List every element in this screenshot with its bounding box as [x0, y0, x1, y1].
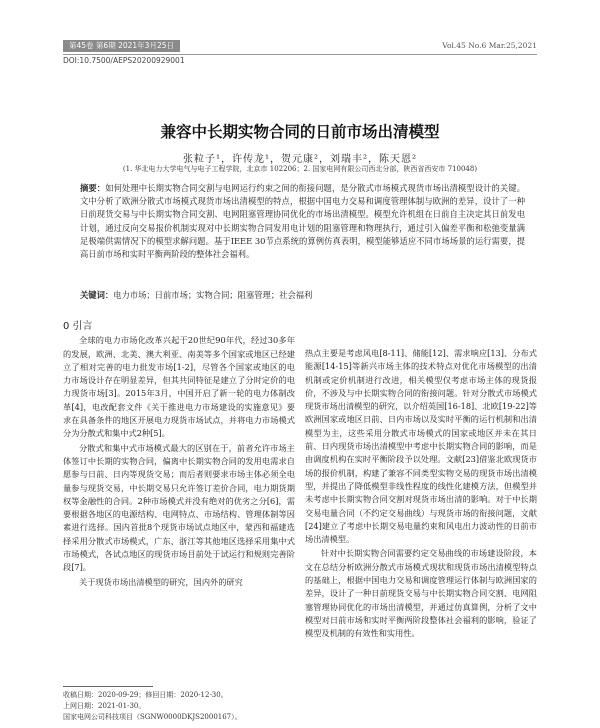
- abstract-label: 摘要：: [80, 183, 106, 193]
- footnote-online: 上网日期：2021-01-30。: [63, 702, 146, 710]
- body-paragraph: 全球的电力市场化改革兴起于20世纪90年代，经过30多年的发展，欧洲、北美、澳大利亚、南美等多个国家或地区已经建立了相对完善的电力批发市场[1-2]，尽管各个国家或地区的电力市场设计存在明显差异，但其共同特征是建立了分时定价的电力现货市场[3]。2015年3月，中国开启了新一轮的电力体制改革[4]，电改配套文件《关于推进电力市场建设的实施意见》要求在具备条件的地区开展电力现货市场试点，并将电力市场模式分为分散式和集中式2种[5]。: [63, 335, 295, 439]
- keywords-text: 电力市场；日前市场；实物合同；阻塞管理；社会福利: [113, 290, 313, 300]
- keywords: [80, 289, 525, 302]
- body-paragraph: 热点主要是考虑风电[8-11]、储能[12]、需求响应[13]、分布式能源[14-15]等新兴市场主体的技术特点对优化市场模型的出清机制或定价机制进行改进，相关模型仅考虑市场主体的现货报价，不涉及与中长期实物合同的衔接问题。针对分散式市场模式现货市场出清模型的研究，以介绍英国[16-18]、北欧[19-22]等欧洲国家或地区日前、日内市场以及实时平衡的运行机制和出清模型为主，这些采用分散式市场模式的国家或地区并未在其日前、日内现货市场出清模型中考虑中长期实物合同的影响，而是由调度机构在实时平衡阶段予以处理。文献[23]借鉴北欧现货市场的报价机制，构建了兼容不同类型实物交易的现货市场出清模型，并提出了降低模型非线性程度的线性化建模方法，但模型并未考虑中长期实物合同交割对现货市场出清的影响。对于中长期交易电量合同（不约定交易曲线）与现货市场的衔接问题，文献[24]建立了考虑中长期交易电量约束和风电出力波动性的日前市场出清模型。: [305, 348, 537, 545]
- body-paragraph: 针对中长期实物合同需要约定交易曲线的市场建设阶段，本文在总结分析欧洲分散式市场模式现状和现货市场出清模型特点的基础上，根据中国电力交易和调度管理运行体制与欧洲国家的差异，设计了一种日前现货交易与中长期实物合同交割、电网阻塞管理协同优化的市场出清模型，并通过仿真算例，分析了文中模型对日前市场和实时平衡两阶段整体社会福利的影响，验证了模型及机制的有效性和实用性。: [305, 548, 537, 639]
- running-header: [63, 40, 537, 54]
- section-title: 0 引言: [63, 321, 93, 332]
- footnote: [63, 690, 295, 723]
- paper-authors: 张粒子¹，许传龙¹，贺元康²，刘瑞丰²，陈天恩²: [182, 154, 418, 165]
- doi: DOI:10.7500/AEPS20200929001: [63, 56, 185, 65]
- footnote-fund: 国家电网公司科技项目（SGNW0000DKJS2000167）。: [63, 713, 242, 721]
- footnote-received: 收稿日期：2020-09-29；修回日期：2020-12-30。: [63, 691, 228, 699]
- journal-issue-english: Vol.45 No.6 Mar.25,2021: [442, 41, 537, 50]
- paper-affiliation: (1. 华北电力大学电气与电子工程学院，北京市 102206；2. 国家电网有限公司西北分部，陕西省西安市 710048): [122, 165, 478, 173]
- left-column: [63, 320, 295, 590]
- journal-issue-badge: 第45卷 第6期 2021年3月25日: [63, 40, 180, 52]
- paper-title: 兼容中长期实物合同的日前市场出清模型: [160, 123, 440, 141]
- keywords-label: 关键词：: [80, 290, 114, 300]
- abstract-text: 如何处理中长期实物合同交割与电网运行约束之间的衔接问题，是分散式市场模式现货市场出清模型设计的关键。文中分析了欧洲分散式市场模式现货市场出清模型的特点，根据中国电力交易和调度管理体制与欧洲的差异，设计了一种日前现货交易与中长期实物合同交割、电网阻塞管理协同优化的市场出清模型。模型允许机组在日前自主决定其日前发电计划，通过反向交易报价机制实现对中长期实物合同发用电计划的阻塞管理和物理执行，通过引入偏差平衡和松弛变量满足极端供需情况下的模型求解问题。基于IEEE 30节点系统的算例仿真表明，模型能够适应不同市场场景的运行需要，提高日前市场和实时平衡两阶段的整体社会福利。: [80, 183, 525, 260]
- header-rule: [63, 54, 537, 55]
- abstract: [80, 182, 525, 261]
- body-paragraph: 分散式和集中式市场模式最大的区别在于，前者允许市场主体签订中长期的实物合同，偏离中长期实物合同的发用电需求自愿参与日前、日内等现货交易；而后者则要求市场主体必须全电量参与现货交易，中长期交易只允许签订差价合同，电力期货期权等金融性的合同。2种市场模式并没有绝对的优劣之分[6]，需要根据各地区的电源结构、电网特点、市场结构、管理体制等因素进行选择。国内首批8个现货市场试点地区中，蒙西和福建选择采用分散式市场模式，广东、浙江等其他地区选择采用集中式市场模式，各试点地区的现货市场目前处于试运行和规则完善阶段[7]。: [63, 442, 295, 573]
- right-column: [305, 347, 537, 642]
- body-paragraph: 关于现货市场出清模型的研究，国内外的研究: [79, 576, 243, 587]
- footnote-rule: [63, 686, 153, 687]
